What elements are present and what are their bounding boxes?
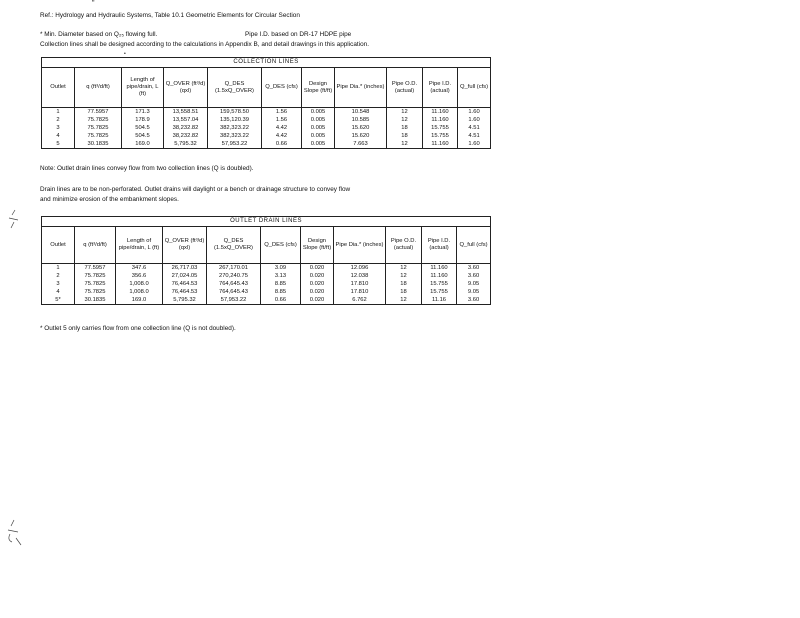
table-cell: 11.160 — [422, 264, 457, 273]
table-cell: 0.005 — [302, 140, 335, 149]
table-cell: 15.620 — [335, 132, 387, 140]
table-cell: 13,557.04 — [164, 116, 208, 124]
column-header: Outlet — [42, 227, 75, 264]
table-cell: 764,645.43 — [207, 280, 261, 288]
table-cell: 0.020 — [301, 288, 334, 296]
table-cell: 0.020 — [301, 296, 334, 305]
table-cell: 12.038 — [334, 272, 386, 280]
table-cell: 9.05 — [457, 288, 491, 296]
min-diameter-note: * Min. Diameter based on Q₂₅ flowing full. — [40, 31, 158, 38]
table-cell: 5* — [42, 296, 75, 305]
table-row — [42, 108, 491, 117]
table-cell: 0.66 — [262, 140, 302, 149]
table-cell: 347.6 — [116, 264, 163, 273]
column-header: Outlet — [42, 68, 75, 108]
table-cell: 17.810 — [334, 280, 386, 288]
table-cell: 6.762 — [334, 296, 386, 305]
table-cell: 504.5 — [122, 124, 164, 132]
table-cell: 8.85 — [261, 288, 301, 296]
table-cell: 30.1835 — [75, 140, 122, 149]
drain-line-note-2: and minimize erosion of the embankment slopes. — [40, 196, 179, 203]
table-cell: 12 — [386, 272, 422, 280]
table-cell: 15.755 — [422, 280, 457, 288]
column-header: Pipe I.D. (actual) — [423, 68, 458, 108]
column-header: Q_DES (1.5xQ_OVER) — [207, 227, 261, 264]
table-cell: 18 — [386, 288, 422, 296]
table-row — [42, 288, 491, 296]
table-cell: 1.56 — [262, 108, 302, 117]
pipe-id-note: Pipe I.D. based on DR-17 HDPE pipe — [245, 31, 352, 38]
table-cell: 4.42 — [262, 124, 302, 132]
table-cell: 75.7825 — [75, 116, 122, 124]
table-cell: 15.755 — [423, 132, 458, 140]
table-cell: 2 — [42, 272, 75, 280]
table-cell: 356.6 — [116, 272, 163, 280]
table-cell: 1 — [42, 264, 75, 273]
table-row — [42, 272, 491, 280]
table-cell: 3.13 — [261, 272, 301, 280]
table-cell: 5 — [42, 140, 75, 149]
table-cell: 57,953.22 — [207, 296, 261, 305]
table-cell: 0.005 — [302, 124, 335, 132]
column-header: Q_DES (1.5xQ_OVER) — [208, 68, 262, 108]
table-cell: 267,170.01 — [207, 264, 261, 273]
table-cell: 76,464.53 — [163, 288, 207, 296]
table-cell: 12 — [387, 140, 423, 149]
table-cell: 382,323.22 — [208, 124, 262, 132]
table-cell: 12.096 — [334, 264, 386, 273]
table-cell: 0.020 — [301, 272, 334, 280]
table-cell: 18 — [387, 132, 423, 140]
table-cell: 4.42 — [262, 132, 302, 140]
table-cell: 178.9 — [122, 116, 164, 124]
table-cell: 13,558.51 — [164, 108, 208, 117]
table-cell: 77.5957 — [75, 264, 116, 273]
table-cell: 4.51 — [458, 132, 491, 140]
table-cell: 75.7825 — [75, 272, 116, 280]
column-header: Pipe Dia.* (inches) — [334, 227, 386, 264]
table-cell: 17.810 — [334, 288, 386, 296]
column-header: Q_OVER (ft³/d) (qxl) — [163, 227, 207, 264]
column-header: Design Slope (ft/ft) — [301, 227, 334, 264]
column-header: Q_DES (cfs) — [262, 68, 302, 108]
table-cell: 169.0 — [122, 140, 164, 149]
table-cell: 3.60 — [457, 296, 491, 305]
column-header: Length of pipe/drain, L (ft) — [116, 227, 163, 264]
table-cell: 1.56 — [262, 116, 302, 124]
table-cell: 12 — [387, 116, 423, 124]
table-cell: 18 — [387, 124, 423, 132]
table-cell: 1.60 — [458, 140, 491, 149]
table-cell: 75.7825 — [75, 280, 116, 288]
table-cell: 4 — [42, 132, 75, 140]
table-cell: 0.005 — [302, 116, 335, 124]
table-cell: 0.005 — [302, 132, 335, 140]
table-cell: 382,323.22 — [208, 132, 262, 140]
column-header: Pipe O.D. (actual) — [386, 227, 422, 264]
outlet5-note: * Outlet 5 only carries flow from one collection line (Q is not doubled). — [40, 325, 236, 332]
column-header: Pipe O.D. (actual) — [387, 68, 423, 108]
table-row — [42, 296, 491, 305]
table-row — [42, 280, 491, 288]
table-cell: 159,578.50 — [208, 108, 262, 117]
table-cell: 504.5 — [122, 132, 164, 140]
table-cell: 15.620 — [335, 124, 387, 132]
table-cell: 0.020 — [301, 280, 334, 288]
table-cell: 169.0 — [116, 296, 163, 305]
table-row — [42, 116, 491, 124]
table-cell: 10.585 — [335, 116, 387, 124]
table-cell: 3.60 — [457, 264, 491, 273]
table-cell: 1,008.0 — [116, 280, 163, 288]
collection-lines-table — [41, 57, 491, 149]
table-cell: 11.160 — [422, 272, 457, 280]
table-cell: 0.66 — [261, 296, 301, 305]
column-header: q (ft³/d/ft) — [75, 227, 116, 264]
outlet-drain-lines-table — [41, 216, 491, 305]
table-cell: 764,645.43 — [207, 288, 261, 296]
table-cell: 0.005 — [302, 108, 335, 117]
table-cell: 15.755 — [423, 124, 458, 132]
table-cell: 9.05 — [457, 280, 491, 288]
table-cell: 75.7825 — [75, 288, 116, 296]
table-cell: 11.160 — [423, 108, 458, 117]
table-cell: 4 — [42, 288, 75, 296]
table-cell: 38,232.82 — [164, 124, 208, 132]
scan-mark: • — [124, 51, 126, 57]
table-cell: 11.16 — [422, 296, 457, 305]
column-header: Pipe I.D. (actual) — [422, 227, 457, 264]
column-header: Length of pipe/drain, L (ft) — [122, 68, 164, 108]
outlet-table-body — [42, 264, 491, 305]
table-cell: 1,008.0 — [116, 288, 163, 296]
table-cell: 30.1835 — [75, 296, 116, 305]
table-cell: 8.85 — [261, 280, 301, 288]
column-header: Q_OVER (ft³/d) (qxl) — [164, 68, 208, 108]
table-cell: 26,717.03 — [163, 264, 207, 273]
column-header: Q_full (cfs) — [457, 227, 491, 264]
table-row — [42, 264, 491, 273]
table-cell: 76,464.53 — [163, 280, 207, 288]
table-cell: 38,232.82 — [164, 132, 208, 140]
drain-line-note-1: Drain lines are to be non-perforated. Outlet drains will daylight or a bench or drainage structure to convey flow — [40, 186, 351, 193]
table-cell: 3 — [42, 280, 75, 288]
table-cell: 1.60 — [458, 116, 491, 124]
table-cell: 27,024.05 — [163, 272, 207, 280]
table-cell: 5,795.32 — [163, 296, 207, 305]
column-header: Q_DES (cfs) — [261, 227, 301, 264]
table-cell: 15.755 — [422, 288, 457, 296]
table-cell: 12 — [387, 108, 423, 117]
table-cell: 0.020 — [301, 264, 334, 273]
table-cell: 77.5957 — [75, 108, 122, 117]
table-row — [42, 124, 491, 132]
table-cell: 3 — [42, 124, 75, 132]
table-cell: 11.160 — [423, 116, 458, 124]
column-header: q (ft³/d/ft) — [75, 68, 122, 108]
table-cell: 10.548 — [335, 108, 387, 117]
table-cell: 2 — [42, 116, 75, 124]
reference-note: Ref.: Hydrology and Hydraulic Systems, Table 10.1 Geometric Elements for Circular Section — [40, 12, 300, 19]
table-cell: 171.3 — [122, 108, 164, 117]
margin-scribble-mark — [6, 208, 22, 232]
table-cell: 1.60 — [458, 108, 491, 117]
table-cell: 1 — [42, 108, 75, 117]
table-cell: 7.663 — [335, 140, 387, 149]
column-header: Design Slope (ft/ft) — [302, 68, 335, 108]
column-header: Pipe Dia.* (inches) — [335, 68, 387, 108]
table-cell: 5,795.32 — [164, 140, 208, 149]
double-flow-note: Note: Outlet drain lines convey flow from two collection lines (Q is doubled). — [40, 165, 254, 172]
table-cell: 12 — [386, 296, 422, 305]
table-cell: 12 — [386, 264, 422, 273]
table-cell: 4.51 — [458, 124, 491, 132]
table-cell: 3.09 — [261, 264, 301, 273]
table-row — [42, 140, 491, 149]
table-cell: 75.7825 — [75, 124, 122, 132]
scan-mark: " — [92, 0, 95, 7]
table-cell: 18 — [386, 280, 422, 288]
collection-table-body — [42, 108, 491, 149]
table-title: COLLECTION LINES — [42, 58, 491, 68]
table-cell: 11.160 — [423, 140, 458, 149]
table-cell: 135,120.39 — [208, 116, 262, 124]
table-cell: 270,240.75 — [207, 272, 261, 280]
column-header: Q_full (cfs) — [458, 68, 491, 108]
table-cell: 57,953.22 — [208, 140, 262, 149]
margin-scribble-mark — [4, 518, 26, 548]
table-row — [42, 132, 491, 140]
collection-design-note: Collection lines shall be designed according to the calculations in Appendix B, and detail drawings in this application. — [40, 41, 369, 48]
table-cell: 3.60 — [457, 272, 491, 280]
table-title: OUTLET DRAIN LINES — [42, 217, 491, 227]
table-cell: 75.7825 — [75, 132, 122, 140]
